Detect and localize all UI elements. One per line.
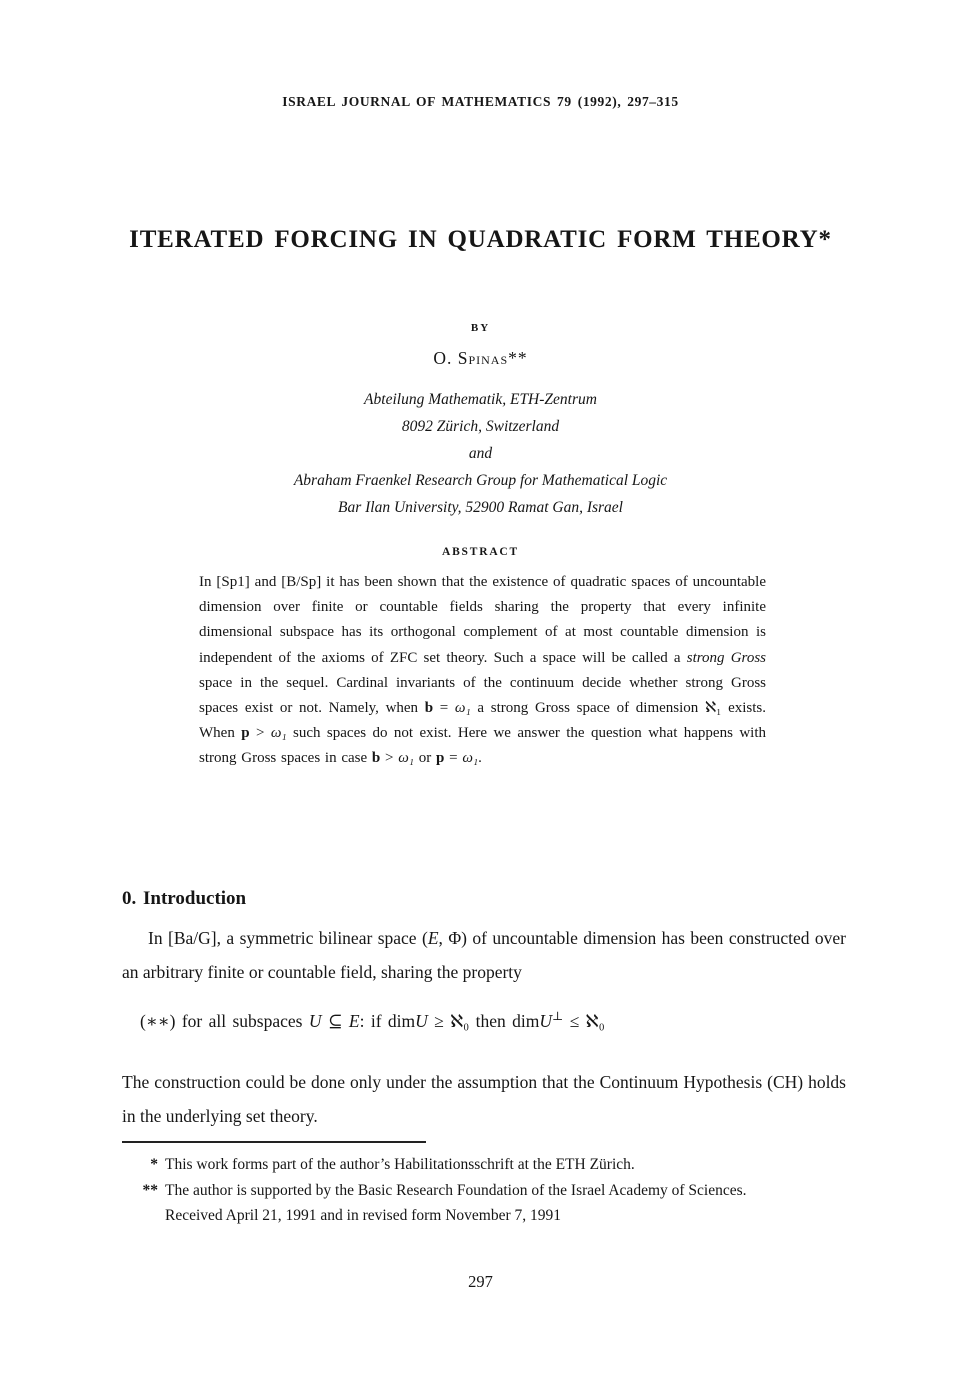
- paper-title: ITERATED FORCING IN QUADRATIC FORM THEORY*: [129, 226, 832, 253]
- abstract-heading: ABSTRACT: [441, 546, 520, 558]
- intro-paragraph-1: In [Ba/G], a symmetric bilinear space (E, Φ) of uncountable dimension has been constructed over an arbitrary finite or countable field, sharing the property: [122, 928, 846, 982]
- footnote-row: [120, 1178, 850, 1204]
- affiliation-block: [0, 386, 961, 521]
- display-equation: (∗∗) for all subspaces U ⊆ E: if dimU ≥ ℵ₀ then dimU⊥ ≤ ℵ₀: [140, 1009, 605, 1031]
- affiliation-conjunction: and: [468, 445, 493, 462]
- page-number: 297: [468, 1272, 493, 1291]
- intro-paragraph-2: The construction could be done only under the assumption that the Continuum Hypothesis (CH) holds in the underlying set theory.: [122, 1072, 846, 1126]
- received-dates-line: Received April 21, 1991 and in revised form November 7, 1991: [165, 1207, 562, 1224]
- footnote-separator-rule: [122, 1141, 426, 1143]
- footnote-text: The author is supported by the Basic Research Foundation of the Israel Academy of Sciences.: [165, 1181, 747, 1199]
- footnote-row: [120, 1152, 850, 1178]
- byline: BY: [470, 322, 491, 334]
- affiliation-line: Abraham Fraenkel Research Group for Mathematical Logic: [293, 472, 668, 489]
- author-name: O. Spinas**: [433, 348, 528, 368]
- affiliation-line: 8092 Zürich, Switzerland: [401, 418, 560, 435]
- footnote-text: This work forms part of the author’s Habilitationsschrift at the ETH Zürich.: [165, 1156, 635, 1173]
- footnote-block: [120, 1152, 850, 1229]
- footnote-marker: *: [150, 1156, 158, 1173]
- footnote-marker: **: [142, 1181, 158, 1199]
- affiliation-line: Abteilung Mathematik, ETH-Zentrum: [364, 391, 597, 408]
- affiliation-line: Bar Ilan University, 52900 Ramat Gan, Israel: [337, 499, 623, 516]
- section-heading-introduction: 0. Introduction: [122, 888, 247, 909]
- journal-header: ISRAEL JOURNAL OF MATHEMATICS 79 (1992), 297–315: [282, 94, 679, 109]
- abstract-text: In [Sp1] and [B/Sp] it has been shown that the existence of quadratic spaces of uncountable dimension over finite or countable fields sharing the property that every infinite dimensional subspace has its orthogonal complement of at most countable dimension is independent of the axioms of ZFC set theory. Such a space will be called a strong Gross space in the sequel. Cardinal invariants of the continuum decide whether strong Gross spaces exist or not. Namely, when b = ω₁ a strong Gross space of dimension ℵ₁ exists. When p > ω₁ such spaces do not exist. Here we answer the question what happens with strong Gross spaces in case b > ω₁ or p = ω₁.: [199, 574, 766, 767]
